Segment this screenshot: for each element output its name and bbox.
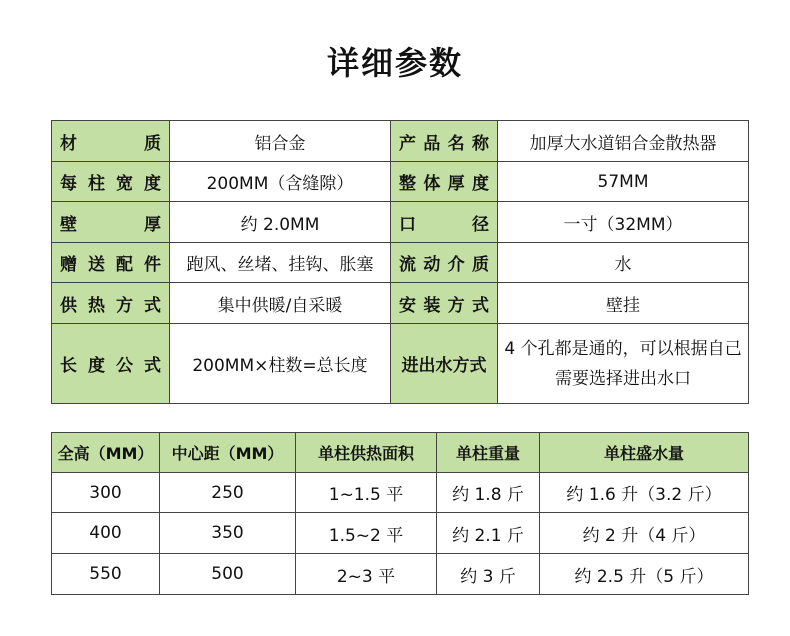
param-value: 200MM（含缝隙）: [170, 162, 391, 202]
spec-header: 单柱重量: [437, 433, 540, 473]
spec-cell: 约 1.6 升（3.2 斤）: [540, 473, 749, 513]
param-label: 进出水方式: [391, 324, 498, 404]
param-value: 壁挂: [498, 283, 749, 324]
param-row: [52, 243, 749, 283]
param-label: 供热方式: [52, 283, 170, 324]
param-value: 水: [498, 243, 749, 283]
param-value: 铝合金: [170, 121, 391, 162]
spec-header-row: [52, 433, 749, 473]
param-label: 赠送配件: [52, 243, 170, 283]
param-row: [52, 162, 749, 202]
spec-cell: 350: [160, 513, 296, 554]
param-row: [52, 283, 749, 324]
param-label: 整体厚度: [391, 162, 498, 202]
param-label: 长度公式: [52, 324, 170, 404]
param-value: 跑风、丝堵、挂钩、胀塞: [170, 243, 391, 283]
param-value: 57MM: [498, 162, 749, 202]
spec-cell: 2~3 平: [296, 554, 437, 595]
spec-cell: 250: [160, 473, 296, 513]
spec-cell: 300: [52, 473, 160, 513]
param-value: 约 2.0MM: [170, 202, 391, 243]
parameter-table: [51, 120, 749, 404]
spec-header: 中心距（MM）: [160, 433, 296, 473]
param-label: 材质: [52, 121, 170, 162]
param-value: 4 个孔都是通的，可以根据自己需要选择进出水口: [498, 324, 749, 404]
spec-row: [52, 473, 749, 513]
param-row: [52, 324, 749, 404]
param-label: 产品名称: [391, 121, 498, 162]
spec-cell: 约 2.1 斤: [437, 513, 540, 554]
spec-header: 全高（MM）: [52, 433, 160, 473]
param-label: 壁厚: [52, 202, 170, 243]
spec-cell: 550: [52, 554, 160, 595]
page-title: 详细参数: [326, 44, 463, 82]
spec-header: 单柱盛水量: [540, 433, 749, 473]
param-value: 集中供暖/自采暖: [170, 283, 391, 324]
spec-cell: 500: [160, 554, 296, 595]
spec-cell: 1.5~2 平: [296, 513, 437, 554]
spec-header: 单柱供热面积: [296, 433, 437, 473]
param-label: 流动介质: [391, 243, 498, 283]
spec-cell: 1~1.5 平: [296, 473, 437, 513]
param-value: 200MM×柱数=总长度: [170, 324, 391, 404]
param-row: [52, 121, 749, 162]
spec-cell: 400: [52, 513, 160, 554]
param-label: 安装方式: [391, 283, 498, 324]
param-value: 一寸（32MM）: [498, 202, 749, 243]
spec-row: [52, 513, 749, 554]
spec-cell: 约 2 升（4 斤）: [540, 513, 749, 554]
param-label: 口径: [391, 202, 498, 243]
spec-cell: 约 2.5 升（5 斤）: [540, 554, 749, 595]
param-value: 加厚大水道铝合金散热器: [498, 121, 749, 162]
spec-cell: 约 1.8 斤: [437, 473, 540, 513]
spec-row: [52, 554, 749, 595]
spec-cell: 约 3 斤: [437, 554, 540, 595]
param-row: [52, 202, 749, 243]
param-label: 每柱宽度: [52, 162, 170, 202]
spec-table: [51, 432, 749, 595]
